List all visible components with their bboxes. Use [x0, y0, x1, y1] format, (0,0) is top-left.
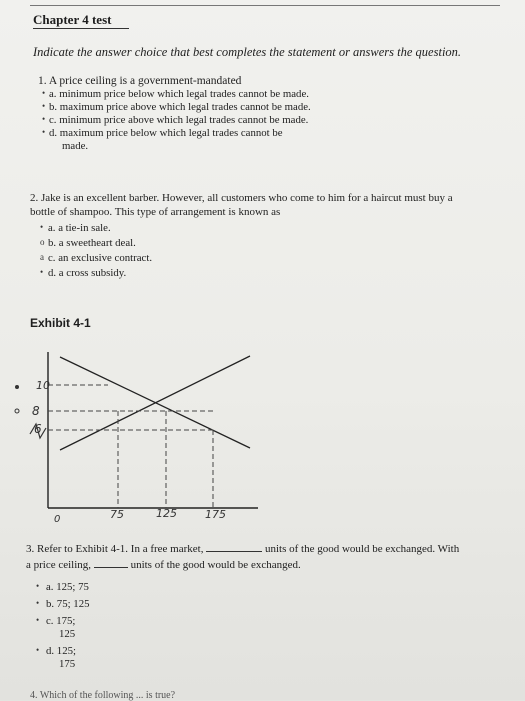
q3-line2-a: a price ceiling, — [26, 559, 92, 571]
q2-mark-a: • — [40, 222, 44, 232]
q1-mark-b: • — [42, 101, 46, 111]
label-qty-125: 125 — [156, 507, 177, 520]
q3-option-a[interactable]: a. 125; 75 — [46, 581, 89, 593]
q3-option-c-cont: 125 — [59, 628, 76, 640]
q3-option-c[interactable]: c. 175; — [46, 615, 76, 627]
label-price-10: 10 — [36, 379, 50, 392]
next-question-cut: 4. Which of the following ... is true? — [30, 690, 176, 701]
label-price-6: 6 — [34, 422, 42, 436]
label-qty-75: 75 — [110, 508, 124, 521]
q3-option-b[interactable]: b. 75; 125 — [46, 598, 90, 610]
q3-line1-b: units of the good would be exchanged. With — [264, 543, 460, 555]
exhibit-title: Exhibit 4-1 — [30, 316, 91, 330]
q2-mark-c: a — [40, 252, 44, 262]
q3-blank-2 — [94, 557, 128, 568]
q3-line1 — [26, 541, 459, 556]
margin-dot-2 — [15, 409, 19, 413]
q1-mark-a: • — [42, 88, 46, 98]
q2-stem-line2: bottle of shampoo. This type of arrangement is known as — [30, 206, 281, 218]
label-price-8: 8 — [32, 404, 40, 418]
q3-mark-b: • — [36, 598, 40, 608]
q2-stem-line1: 2. Jake is an excellent barber. However, all customers who come to him for a haircut must buy a — [30, 192, 453, 204]
q3-option-d-cont: 175 — [59, 658, 76, 670]
q1-option-d-cont: made. — [62, 140, 89, 152]
q3-option-d[interactable]: d. 125; — [46, 645, 76, 657]
q3-line2 — [26, 557, 301, 572]
q2-mark-d: • — [40, 267, 44, 277]
q3-line1-a: 3. Refer to Exhibit 4-1. In a free market, — [26, 543, 204, 555]
q2-option-a[interactable]: a. a tie-in sale. — [48, 222, 111, 234]
q2-option-c[interactable]: c. an exclusive contract. — [48, 252, 153, 264]
q1-option-c[interactable]: c. minimum price above which legal trades cannot be made. — [49, 114, 309, 126]
q1-option-b[interactable]: b. maximum price above which legal trades cannot be made. — [49, 101, 311, 113]
q2-option-b[interactable]: b. a sweetheart deal. — [48, 237, 136, 249]
q2-mark-b: o — [40, 237, 45, 247]
label-qty-175: 175 — [205, 508, 226, 521]
q3-mark-d: • — [36, 645, 40, 655]
q1-mark-d: • — [42, 127, 46, 137]
q1-option-a[interactable]: a. minimum price below which legal trades cannot be made. — [49, 88, 309, 100]
q3-mark-c: • — [36, 615, 40, 625]
q3-blank-1 — [206, 541, 262, 552]
chapter-title: Chapter 4 test — [33, 12, 112, 27]
q1-option-d[interactable]: d. maximum price below which legal trades cannot be — [49, 127, 283, 139]
label-origin: 0 — [54, 514, 61, 525]
instructions: Indicate the answer choice that best completes the statement or answers the question. — [33, 45, 462, 59]
q2-option-d[interactable]: d. a cross subsidy. — [48, 267, 127, 279]
margin-dot-1 — [15, 385, 19, 389]
q1-stem: 1. A price ceiling is a government-mandated — [38, 75, 242, 87]
q3-line2-b: units of the good would be exchanged. — [130, 559, 301, 571]
q3-mark-a: • — [36, 581, 40, 591]
q1-mark-c: • — [42, 114, 46, 124]
